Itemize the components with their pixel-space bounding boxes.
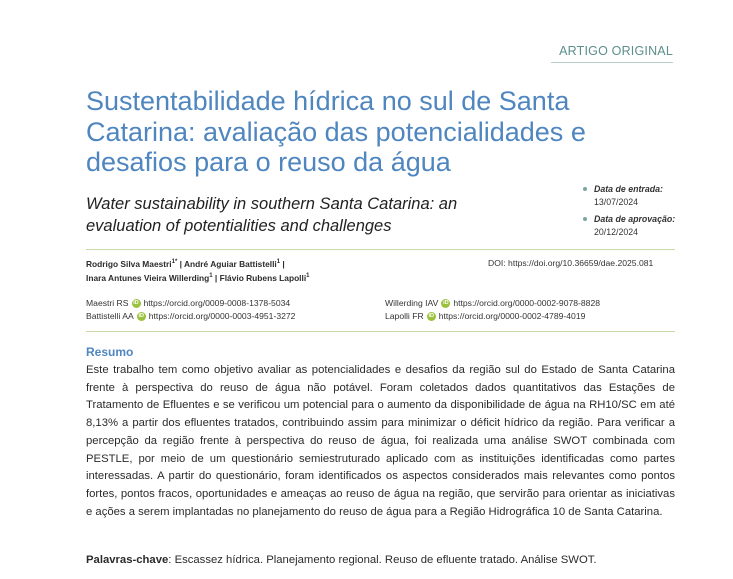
author-separator: | [212,273,220,283]
author-name: André Aguiar Battistelli [184,259,277,269]
title-english: Water sustainability in southern Santa Catarina: an evaluation of potentialities and challenges [86,195,458,235]
author-separator: | [177,259,184,269]
author-affiliation: 1 [276,259,281,266]
author-affiliation: 1 [209,273,213,280]
author-name: Rodrigo Silva Maestri [86,259,172,269]
article-type-tag: ARTIGO ORIGINAL [559,44,673,58]
keywords [86,554,675,566]
orcid-icon: iD [428,312,434,319]
date-approved-value: 20/12/2024 [594,227,639,237]
orcid-icon: iD [133,299,139,306]
date-approved-label: Data de aprovação: [594,214,676,224]
author-affiliation: 1 [306,273,310,280]
article-type-rule [551,62,673,63]
orcid-link[interactable]: https://orcid.org/0000-0003-4951-3272 [148,311,296,321]
orcid-author: Maestri RS [86,298,129,308]
orcid-author: Willerding IAV [385,298,439,308]
authors-line-1 [86,259,285,269]
orcid-entry [86,298,290,308]
orcid-author: Lapolli FR [385,311,424,321]
date-approved-marker [583,217,587,221]
divider-middle [86,331,675,332]
orcid-link[interactable]: https://orcid.org/0000-0002-9078-8828 [453,298,601,308]
keywords-colon: : [168,554,175,566]
author-name: Inara Antunes Vieira Willerding [86,273,210,283]
title-portuguese: Sustentabilidade hídrica no sul de Santa Catarina: avaliação das potencialidades e desafios para o reuso da água [86,86,586,177]
doi-link[interactable]: DOI: https://doi.org/10.36659/dae.2025.081 [488,258,654,268]
author-name: Flávio Rubens Lapolli [219,273,307,283]
orcid-link[interactable]: https://orcid.org/0009-0008-1378-5034 [143,298,291,308]
author-affiliation: 1* [171,259,178,266]
date-received-label: Data de entrada: [594,184,663,194]
orcid-icon: iD [443,299,449,306]
orcid-entry [385,311,585,321]
keywords-label: Palavras-chave [86,554,169,566]
orcid-author: Battistelli AA [86,311,134,321]
orcid-link[interactable]: https://orcid.org/0000-0002-4789-4019 [438,311,586,321]
orcid-icon: iD [138,312,145,319]
date-received-marker [583,187,587,191]
date-received-value: 13/07/2024 [594,197,639,207]
abstract-body: Este trabalho tem como objetivo avaliar as potencialidades e desafios da região sul do Estado de Santa Catarina frente à perspectiva do reuso de água não potável. Foram coletados dados quantitativos das Estações de Tratamento de Efluentes e se verificou um potencial para o aumento da disponibilidade de água na RH10/SC em até 8,13% a partir dos efluentes tratados, contribuindo assim para minimizar o déficit hídrico da região. Para verificar a percepção da região frente à perspectiva do reuso de água, foi realizada uma análise SWOT combinada com PESTLE, por meio de um questionário semiestruturado aplicado com as instituições identificadas como partes interessadas. A partir do questionário, foram identificados os aspectos considerados mais relevantes como pontos fortes, pontos fracos, oportunidades e ameaças ao reuso de água na região, que servirão para orientar as iniciativas e ações a serem implantadas no planejamento do reuso de água para a Região Hidrográfica 10 de Santa Catarina. [86,364,675,518]
keywords-text: Escassez hídrica. Planejamento regional. Reuso de efluente tratado. Análise SWOT. [174,554,597,566]
orcid-entry [86,311,295,321]
authors-line-2 [86,273,310,283]
orcid-entry [385,298,600,308]
divider-top [86,249,675,250]
abstract-heading: Resumo [86,345,134,359]
author-separator: | [280,259,285,269]
